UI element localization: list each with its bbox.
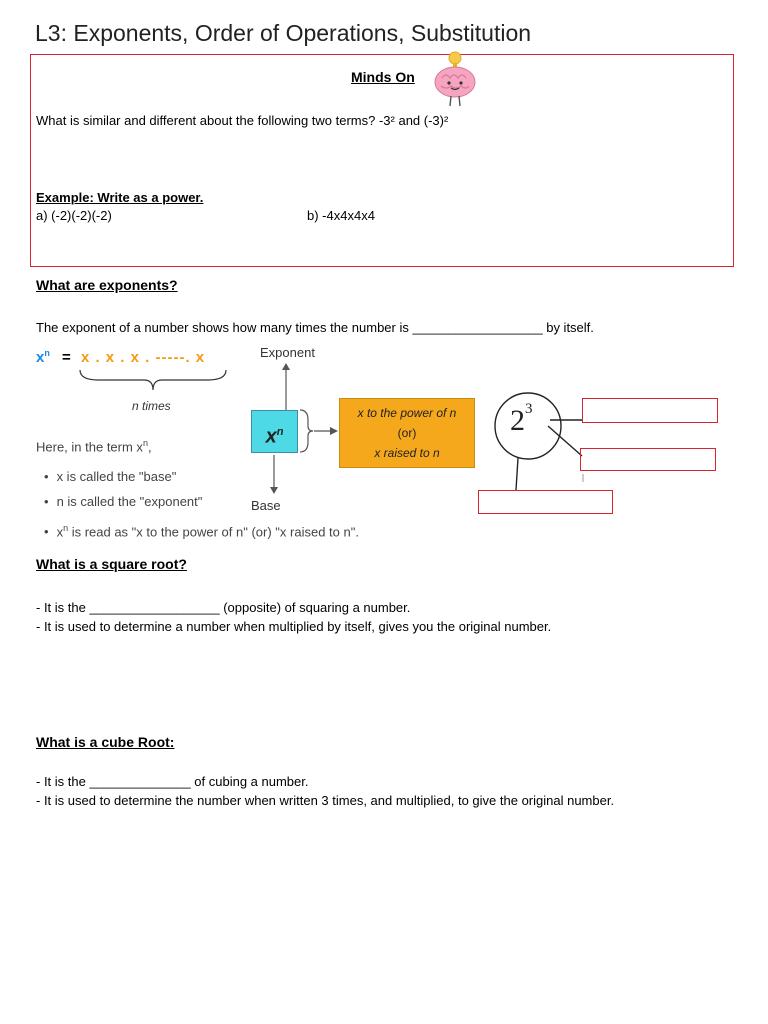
example-heading: Example: Write as a power. <box>36 190 204 205</box>
curly-brace-icon <box>78 368 228 394</box>
minds-on-question: What is similar and different about the following two terms? -3² and (-3)² <box>36 113 449 128</box>
base-exponent-box: $x^n$ <box>251 410 298 453</box>
brain-mascot-icon <box>432 50 478 108</box>
here-text: Here, in the term $x^n$, <box>36 438 152 455</box>
square-root-line1: - It is the __________________ (opposite) of squaring a number. <box>36 600 411 615</box>
formula-exp: n <box>44 348 50 358</box>
exponent-formula <box>36 348 205 366</box>
bullet-exponent: • n is called the "exponent" <box>44 494 203 509</box>
bullet-read-as: • $x^n$ is read as "x to the power of n" (or) "x raised to n". <box>44 523 359 540</box>
formula-base: x <box>36 349 45 366</box>
example-a: a) (-2)(-2)(-2) <box>36 208 112 223</box>
arrow-down-icon <box>268 453 280 497</box>
formula-equals: = <box>62 349 71 366</box>
circle-power: $2^3$ <box>510 401 533 437</box>
bullet-base: • x is called the "base" <box>44 469 177 484</box>
cube-root-heading: What is a cube Root: <box>36 734 175 750</box>
exponent-label: Exponent <box>260 345 315 360</box>
square-root-heading: What is a square root? <box>36 556 187 572</box>
orange-definition-box: x to the power of n (or) x raised to n <box>339 398 475 468</box>
square-root-line2: - It is used to determine a number when multiplied by itself, gives you the original number. <box>36 619 552 634</box>
arrow-up-icon <box>280 362 292 412</box>
answer-box-power[interactable] <box>580 448 716 471</box>
right-brace-arrow-icon <box>296 406 342 456</box>
minds-on-heading: Minds On <box>351 69 415 85</box>
answer-box-exponent[interactable] <box>582 398 718 423</box>
cube-root-line1: - It is the ______________ of cubing a number. <box>36 774 309 789</box>
base-label: Base <box>251 498 281 513</box>
minds-on-box <box>30 54 734 267</box>
example-b: b) -4x4x4x4 <box>307 208 375 223</box>
formula-rhs: x . x . x . -----. x <box>80 349 206 366</box>
answer-box-base[interactable] <box>478 490 613 514</box>
brace-label: n times <box>132 399 171 413</box>
exponents-definition: The exponent of a number shows how many times the number is __________________ by itself. <box>36 320 594 335</box>
cube-root-line2: - It is used to determine the number when written 3 times, and multiplied, to give the original number. <box>36 793 615 808</box>
page-title: L3: Exponents, Order of Operations, Substitution <box>35 20 532 46</box>
exponents-heading: What are exponents? <box>36 277 178 293</box>
